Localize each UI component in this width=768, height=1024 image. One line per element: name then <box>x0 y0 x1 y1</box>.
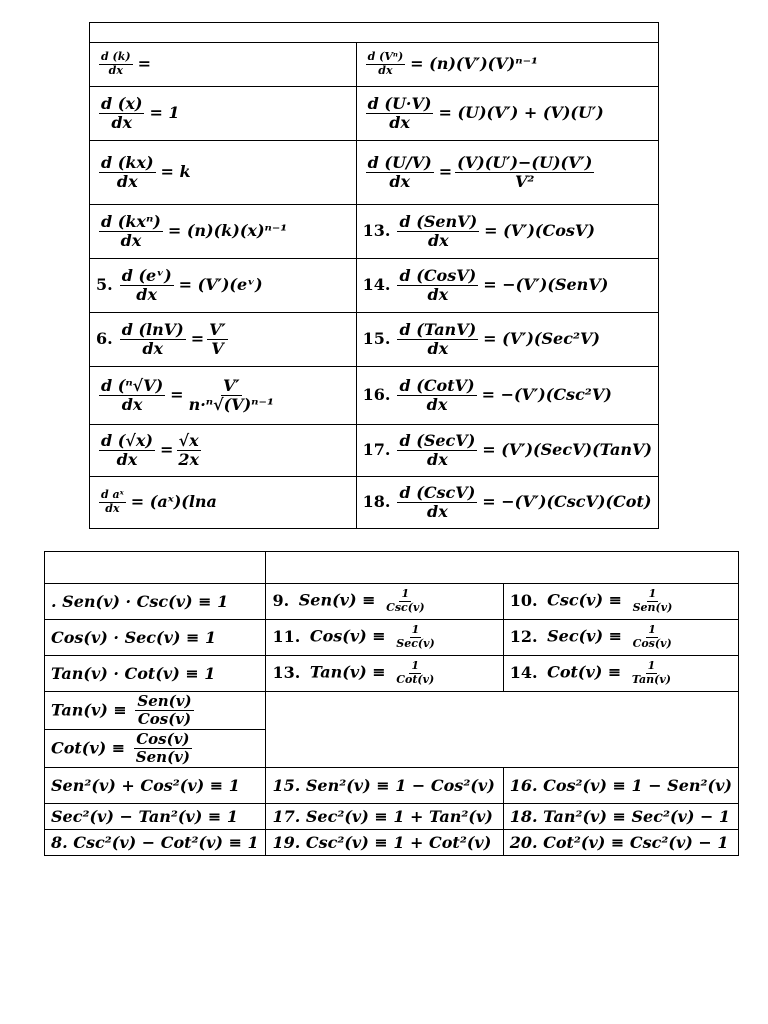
identity-lhs: Cot(v) ≡ <box>547 663 622 682</box>
identity-text: Sen²(v) + Cos²(v) ≡ 1 <box>51 776 240 795</box>
equals-sign: = <box>438 162 453 181</box>
reciprocal-identity <box>45 656 266 692</box>
item-number: 16. <box>362 385 391 404</box>
derivative-result: = (V′)(SecV)(TanV) <box>482 440 652 459</box>
fraction-denominator: dx <box>136 285 158 304</box>
fraction-denominator: V <box>211 339 224 358</box>
fraction <box>366 51 406 77</box>
derivative-row <box>90 87 659 141</box>
fraction-denominator: dx <box>389 113 410 132</box>
identity-lhs: Sen(v) ≡ <box>298 591 376 610</box>
fraction-denominator: dx <box>427 285 449 304</box>
fraction-denominator: dx <box>426 395 448 414</box>
fraction-numerator: d (CscV) <box>399 482 476 502</box>
derivative-cell <box>356 425 658 477</box>
fraction-numerator: V′ <box>209 319 226 339</box>
fraction-numerator: d (U/V) <box>367 152 432 172</box>
quotient-identity <box>45 730 266 768</box>
derivative-row <box>90 43 659 87</box>
identity-lhs: Tan(v) ≡ <box>309 663 386 682</box>
identity-lhs: Cos(v) ≡ <box>309 627 386 646</box>
identity-cell <box>266 804 503 830</box>
fraction-numerator: d (ⁿ√V) <box>101 375 164 395</box>
item-number: 12. <box>509 627 538 646</box>
derivative-cell <box>90 313 357 367</box>
derivative-cell <box>90 259 357 313</box>
fraction-numerator: (V)(U′)−(U)(V′) <box>457 152 593 172</box>
derivative-row <box>90 313 659 367</box>
fraction-denominator: dx <box>427 502 448 521</box>
fraction <box>397 267 478 305</box>
identity-cell <box>503 768 738 804</box>
fraction-numerator: d (x) <box>101 93 143 113</box>
identity-cell <box>503 620 738 656</box>
identity-text: 15. Sen²(v) ≡ 1 − Cos²(v) <box>272 776 495 795</box>
fraction-denominator: Sen(v) <box>632 601 673 614</box>
fraction <box>397 377 476 415</box>
item-number: 11. <box>272 627 301 646</box>
derivative-cell <box>356 313 658 367</box>
item-number: 6. <box>96 329 113 348</box>
identity-cell <box>266 656 503 692</box>
fraction <box>99 489 126 515</box>
fraction <box>366 154 434 192</box>
derivative-cell <box>90 141 357 205</box>
identity-text: Cos(v) · Sec(v) ≡ 1 <box>51 628 217 647</box>
derivative-result: = (V′)(Sec²V) <box>483 329 600 348</box>
fraction-numerator: d (lnV) <box>121 319 184 339</box>
fraction-denominator: Tan(v) <box>631 673 671 686</box>
identity-cell <box>503 804 738 830</box>
fraction <box>394 660 436 686</box>
fraction-denominator: dx <box>105 502 120 515</box>
identity-text: Tan(v) · Cot(v) ≡ 1 <box>51 664 216 683</box>
identity-cell <box>503 656 738 692</box>
fraction <box>366 95 434 133</box>
item-number: 18. <box>362 492 391 511</box>
fraction-denominator: dx <box>427 231 449 250</box>
derivative-result: = <box>137 54 151 73</box>
fraction-numerator: d (SecV) <box>399 430 476 450</box>
reciprocal-identity <box>45 584 266 620</box>
fraction-numerator: 1 <box>648 623 656 637</box>
fraction-denominator: dx <box>120 231 142 250</box>
fraction <box>99 377 165 415</box>
fraction-denominator: n·ⁿ√(V)ⁿ⁻¹ <box>188 395 274 414</box>
derivative-cell <box>356 43 658 87</box>
fraction-numerator: 1 <box>647 659 656 673</box>
fraction <box>384 588 426 614</box>
derivative-cell <box>356 477 658 529</box>
derivative-cell <box>90 367 357 425</box>
fraction-denominator: dx <box>116 450 138 469</box>
derivative-cell <box>90 425 357 477</box>
fraction-denominator: V² <box>515 172 535 191</box>
item-number: 10. <box>509 591 538 610</box>
derivative-result: = (V′)(CosV) <box>484 221 595 240</box>
fraction <box>176 432 201 470</box>
identity-lhs: Sec(v) ≡ <box>547 627 622 646</box>
fraction <box>99 51 133 77</box>
item-number: 15. <box>362 329 391 348</box>
fraction <box>397 213 479 251</box>
fraction-numerator: √x <box>178 430 199 450</box>
fraction-numerator: d (SenV) <box>399 211 478 231</box>
derivative-cell <box>356 141 658 205</box>
equals-sign: = <box>159 440 174 459</box>
identity-text: 16. Cos²(v) ≡ 1 − Sen²(v) <box>509 776 732 795</box>
trig-row <box>45 584 739 620</box>
trig-row <box>45 692 739 730</box>
fraction <box>397 432 477 470</box>
trig-row <box>45 620 739 656</box>
fraction <box>120 267 174 305</box>
derivative-row <box>90 259 659 313</box>
derivative-cell <box>90 477 357 529</box>
equals-sign: = <box>170 385 184 404</box>
derivative-row <box>90 477 659 529</box>
derivative-row <box>90 141 659 205</box>
identity-text: 8. Csc²(v) − Cot²(v) ≡ 1 <box>51 833 259 852</box>
fraction-numerator: Sen(v) <box>137 691 192 710</box>
fraction-denominator: dx <box>111 113 133 132</box>
fraction <box>187 377 276 415</box>
derivative-row <box>90 205 659 259</box>
derivative-result: = (n)(k)(x)ⁿ⁻¹ <box>167 221 288 240</box>
fraction <box>397 484 477 522</box>
trig-row <box>45 656 739 692</box>
identity-text: 18. Tan²(v) ≡ Sec²(v) − 1 <box>509 807 731 826</box>
fraction-denominator: Cos(v) <box>137 710 192 728</box>
identity-lhs: Tan(v) ≡ <box>51 700 127 719</box>
trig-row <box>45 804 739 830</box>
fraction-denominator: dx <box>378 64 393 77</box>
fraction-numerator: d (kxⁿ) <box>101 211 161 231</box>
fraction-denominator: dx <box>427 450 448 469</box>
derivatives-header-cell <box>90 23 659 43</box>
identity-cell <box>266 584 503 620</box>
item-number: 17. <box>362 440 391 459</box>
trig-row <box>45 768 739 804</box>
fraction-numerator: d (kx) <box>101 152 154 172</box>
fraction <box>99 213 163 251</box>
fraction-numerator: d (TanV) <box>399 319 477 339</box>
fraction-denominator: Sec(v) <box>396 637 435 650</box>
fraction-denominator: Sen(v) <box>135 748 190 766</box>
derivative-result: = (aˣ)(lna <box>130 492 217 511</box>
fraction-numerator: d aˣ <box>101 488 124 502</box>
fraction <box>630 660 673 686</box>
derivative-result: = −(V′)(Csc²V) <box>481 385 612 404</box>
identity-lhs: Csc(v) ≡ <box>547 591 623 610</box>
fraction-numerator: Cos(v) <box>136 729 190 748</box>
trig-header-cell <box>45 552 266 584</box>
fraction <box>397 321 478 359</box>
empty-cell <box>266 692 739 768</box>
fraction-denominator: Csc(v) <box>386 601 425 614</box>
identity-cell <box>266 768 503 804</box>
item-number: 13. <box>272 663 301 682</box>
derivative-cell <box>356 87 658 141</box>
fraction-denominator: Cot(v) <box>396 673 435 686</box>
fraction-denominator: 2x <box>178 450 200 469</box>
item-number: 13. <box>362 221 391 240</box>
derivative-result: = (V′)(eᵛ) <box>178 275 263 294</box>
derivative-cell <box>90 43 357 87</box>
pythagorean-identity <box>45 830 266 856</box>
derivative-result: = k <box>160 162 191 181</box>
item-number: 5. <box>96 275 113 294</box>
fraction <box>631 624 674 650</box>
derivative-cell <box>356 205 658 259</box>
identity-cell <box>266 830 503 856</box>
identity-text: 17. Sec²(v) ≡ 1 + Tan²(v) <box>272 807 493 826</box>
fraction-denominator: Cos(v) <box>632 637 672 650</box>
fraction-numerator: d (Vⁿ) <box>367 50 404 64</box>
fraction-numerator: V′ <box>222 375 240 395</box>
derivative-row <box>90 425 659 477</box>
fraction-numerator: d (U·V) <box>367 93 432 113</box>
fraction-denominator: dx <box>142 339 164 358</box>
fraction-denominator: dx <box>108 64 123 77</box>
item-number: 14. <box>362 275 391 294</box>
trig-header-cell <box>266 552 739 584</box>
fraction-numerator: d (CosV) <box>399 265 477 285</box>
fraction-numerator: d (√x) <box>101 430 153 450</box>
identity-text: . Sen(v) · Csc(v) ≡ 1 <box>51 592 229 611</box>
fraction-numerator: 1 <box>648 587 657 601</box>
fraction <box>455 154 594 192</box>
fraction <box>134 731 192 767</box>
trig-identities-table <box>44 551 739 856</box>
fraction <box>394 624 436 650</box>
fraction-numerator: d (eᵛ) <box>121 265 172 285</box>
fraction <box>631 588 675 614</box>
derivative-cell <box>356 259 658 313</box>
derivative-cell <box>90 205 357 259</box>
trig-header-row <box>45 552 739 584</box>
reciprocal-identity <box>45 620 266 656</box>
derivative-cell <box>356 367 658 425</box>
fraction-numerator: 1 <box>411 659 420 673</box>
derivative-row <box>90 367 659 425</box>
fraction-numerator: d (CotV) <box>399 375 475 395</box>
quotient-identity <box>45 692 266 730</box>
fraction-denominator: dx <box>427 339 449 358</box>
fraction <box>99 95 144 133</box>
fraction <box>135 693 193 729</box>
fraction-denominator: dx <box>116 172 138 191</box>
fraction-denominator: dx <box>389 172 411 191</box>
fraction <box>207 321 228 359</box>
derivative-cell <box>90 87 357 141</box>
identity-lhs: Cot(v) ≡ <box>51 738 126 757</box>
fraction-numerator: 1 <box>411 623 420 637</box>
fraction <box>99 154 156 192</box>
derivative-result: = (U)(V′) + (V)(U′) <box>438 103 604 122</box>
identity-text: 20. Cot²(v) ≡ Csc²(v) − 1 <box>509 833 729 852</box>
derivative-result: = −(V′)(CscV)(Cot) <box>482 492 652 511</box>
item-number: 14. <box>509 663 538 682</box>
pythagorean-identity <box>45 804 266 830</box>
pythagorean-identity <box>45 768 266 804</box>
identity-cell <box>503 584 738 620</box>
derivative-result: = 1 <box>149 103 180 122</box>
identity-cell <box>266 620 503 656</box>
derivative-result: = (n)(V′)(V)ⁿ⁻¹ <box>410 54 539 73</box>
identity-text: Sec²(v) − Tan²(v) ≡ 1 <box>51 807 238 826</box>
identity-text: 19. Csc²(v) ≡ 1 + Cot²(v) <box>272 833 492 852</box>
item-number: 9. <box>272 591 290 610</box>
fraction-numerator: 1 <box>401 587 410 601</box>
trig-row <box>45 830 739 856</box>
fraction <box>120 321 186 359</box>
equals-sign: = <box>190 329 205 348</box>
derivative-result: = −(V′)(SenV) <box>483 275 609 294</box>
fraction-numerator: d (k) <box>101 50 131 64</box>
identity-cell <box>503 830 738 856</box>
derivatives-table <box>89 22 659 529</box>
fraction-denominator: dx <box>121 395 143 414</box>
derivatives-header-row <box>90 23 659 43</box>
fraction <box>99 432 155 470</box>
